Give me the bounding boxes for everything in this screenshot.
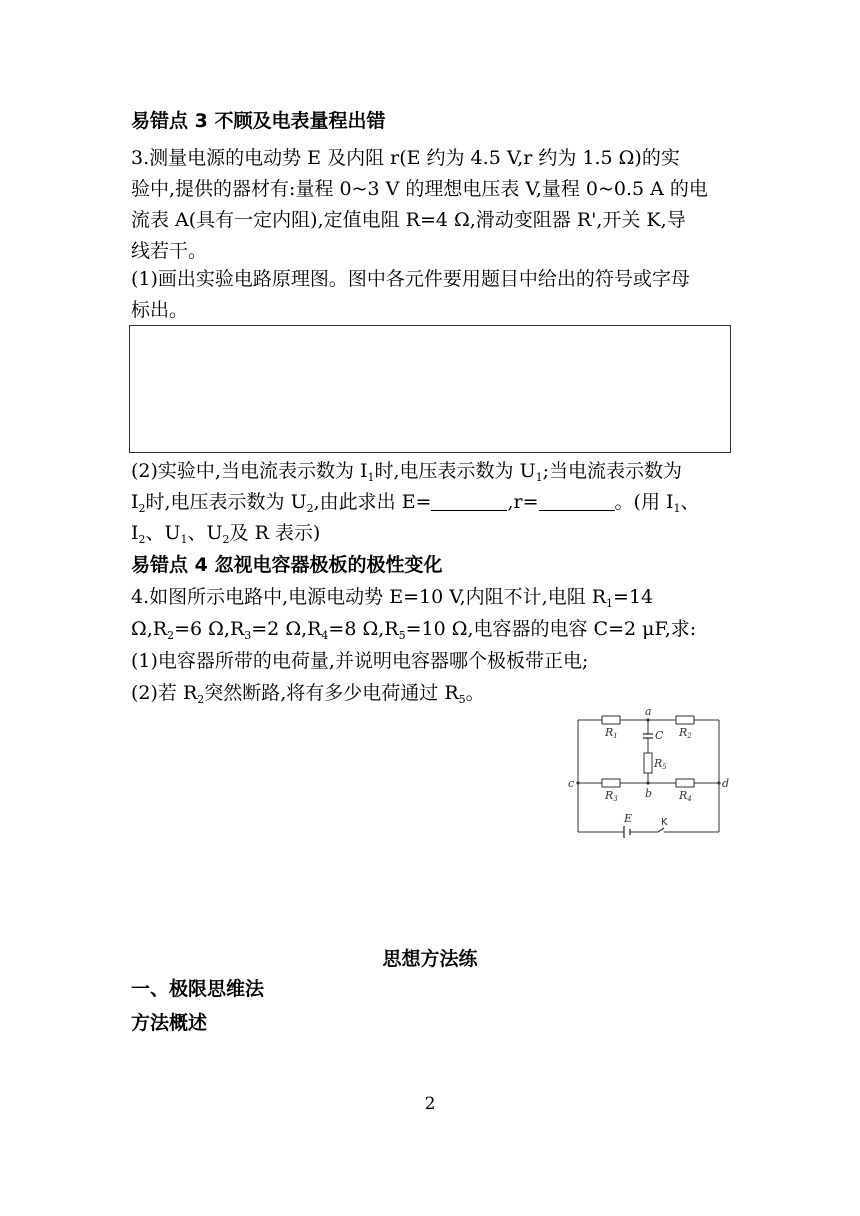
label-c-capacitor: C — [655, 729, 664, 742]
problem4-q2: (2)若 $R_2$突然断路,将有多少电荷通过 $R_5$。 — [131, 682, 485, 706]
heading-error-point-4: 易错点 4 忽视电容器极板的极性变化 — [131, 554, 443, 576]
node-d — [717, 781, 720, 784]
label-k: K — [661, 817, 668, 828]
section-title: 思想方法练 — [382, 948, 478, 970]
problem3-line2: 验中,提供的器材有:量程 0~3 V 的理想电压表 V,量程 0~0.5 A 的电 — [131, 178, 708, 200]
circuit-drawing-answer-box[interactable] — [129, 325, 731, 453]
label-d: d — [722, 777, 730, 790]
problem3-line3: 流表 A(具有一定内阻),定值电阻 R=4 Ω,滑动变阻器 R',开关 K,导 — [131, 209, 686, 231]
switch-blade — [658, 828, 664, 832]
answer-blank-E[interactable] — [431, 492, 507, 511]
problem3-q2-line3: $I_2$、$U_1$、$U_2$及 R 表示) — [131, 522, 321, 546]
node-b — [646, 781, 649, 784]
label-r2: R2 — [679, 726, 692, 740]
label-a: a — [645, 706, 652, 718]
resistor-r3 — [602, 779, 620, 787]
label-c: c — [568, 777, 575, 790]
problem4-q1: (1)电容器所带的电荷量,并说明电容器哪个极板带正电; — [131, 650, 589, 672]
problem3-line1: 3.测量电源的电动势 E 及内阻 r(E 约为 4.5 V,r 约为 1.5 Ω)的实 — [131, 147, 680, 169]
answer-blank-r[interactable] — [539, 492, 615, 511]
page-number: 2 — [424, 1094, 436, 1114]
problem3-q1-line2: 标出。 — [131, 299, 189, 321]
label-r1: R1 — [605, 726, 618, 740]
node-a — [646, 718, 649, 721]
heading-error-point-3: 易错点 3 不顾及电表量程出错 — [131, 110, 386, 132]
problem3-line4: 线若干。 — [131, 240, 208, 262]
label-r5: R5 — [654, 757, 667, 771]
problem3-q2-line2: $I_2$时,电压表示数为 $U_2$,由此求出 E= ,r= 。(用 $I_1$、 — [131, 491, 700, 515]
label-r3: R3 — [605, 789, 618, 803]
label-r4: R4 — [679, 789, 692, 803]
problem3-q2-line1: (2)实验中,当电流表示数为 $I_1$时,电压表示数为 $U_1$;当电流表示数为 — [131, 460, 682, 484]
resistor-r1 — [602, 716, 620, 724]
label-b: b — [645, 787, 653, 800]
problem3-q1-line1: (1)画出实验电路原理图。图中各元件要用题目中给出的符号或字母 — [131, 268, 690, 290]
label-e: E — [624, 812, 633, 825]
resistor-r4 — [676, 779, 694, 787]
problem4-line1: 4.如图所示电路中,电源电动势 E=10 V,内阻不计,电阻 $R_1=14$ — [131, 586, 654, 610]
node-c — [576, 781, 579, 784]
resistor-r2 — [676, 716, 694, 724]
resistor-r5 — [644, 753, 652, 773]
heading-method-overview: 方法概述 — [131, 1012, 208, 1034]
circuit-diagram — [566, 706, 736, 838]
heading-limit-thinking: 一、极限思维法 — [131, 978, 265, 1000]
problem4-line2: $\Omega,R_2=6$ $\Omega,R_3=2$ $\Omega,R_4=8$ $\Omega,R_5=10$ Ω,电容器的电容 C=2 μF,求: — [131, 618, 697, 642]
